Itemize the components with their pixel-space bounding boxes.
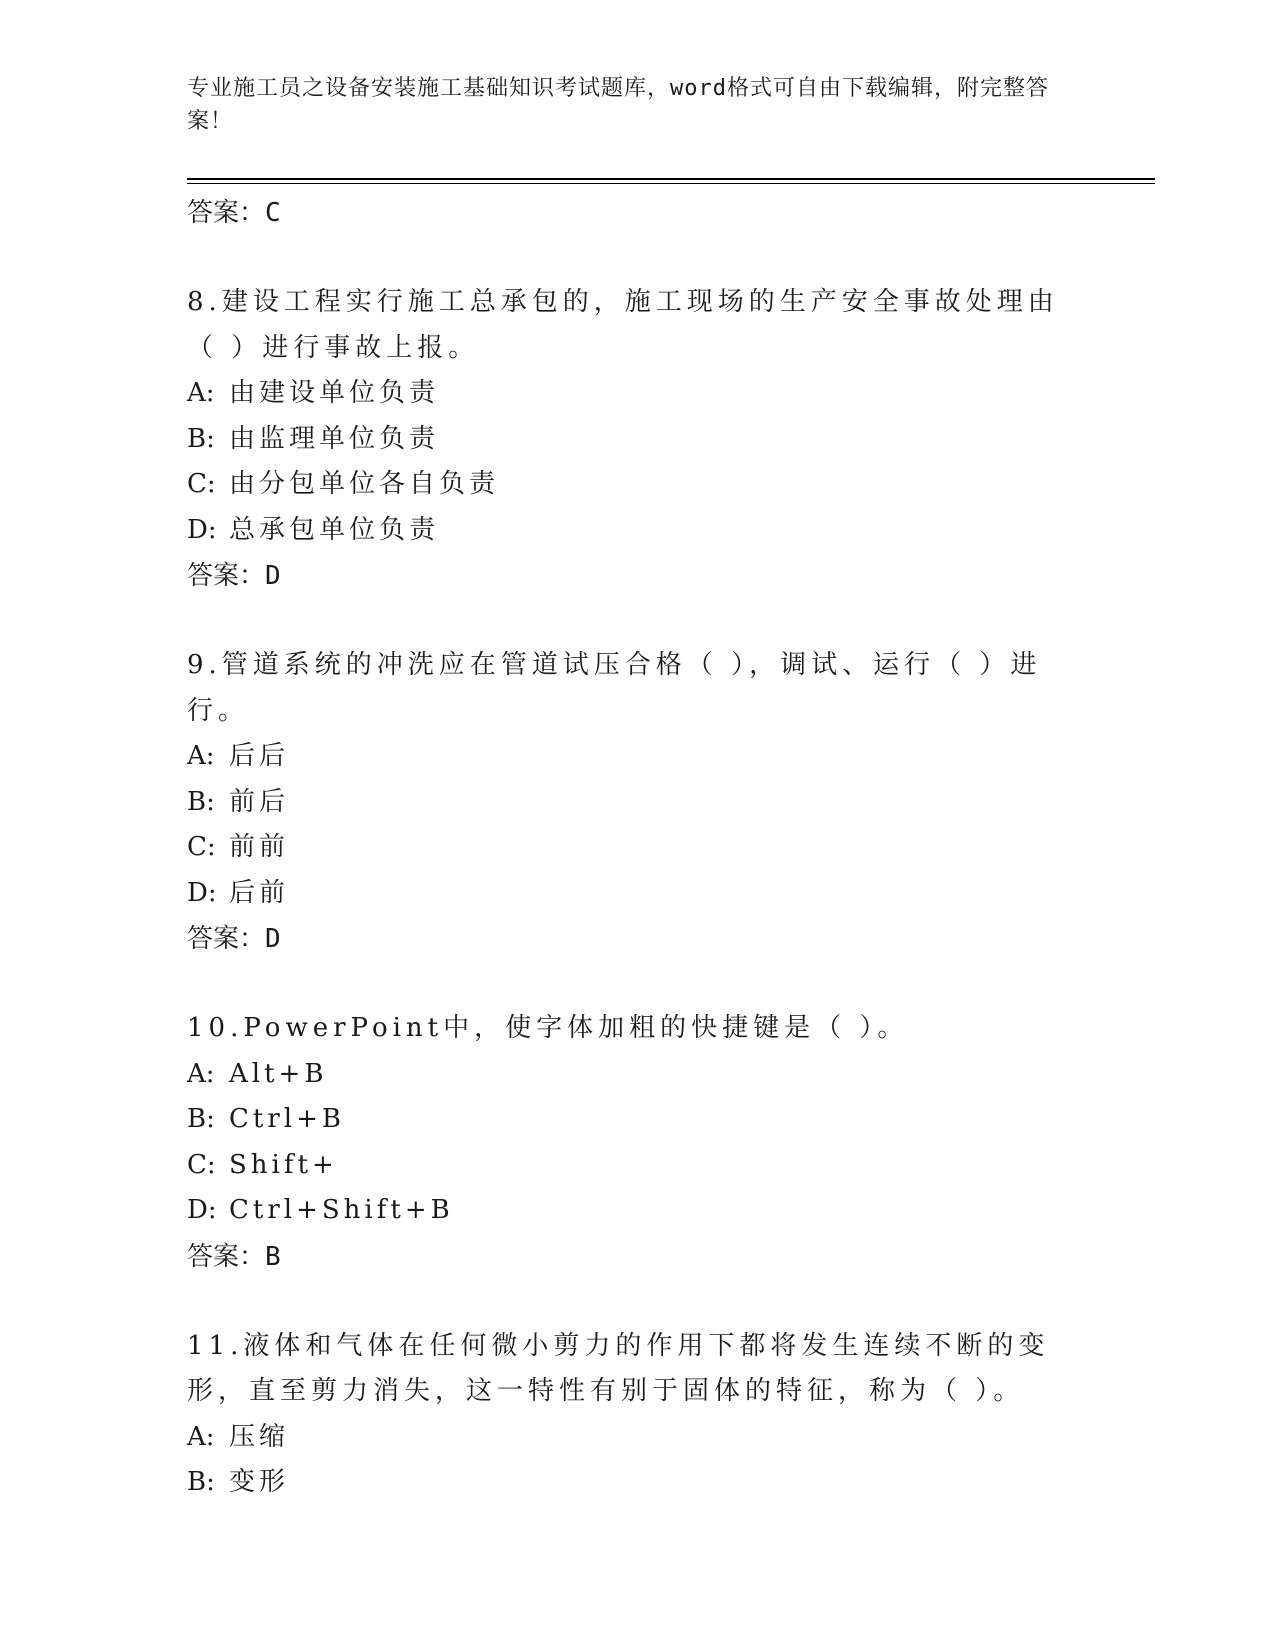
answer-line: 答案：D	[187, 561, 281, 591]
option-key: B:	[187, 1104, 215, 1134]
option-key: C:	[187, 1149, 216, 1180]
option-text: Shift+	[229, 1149, 338, 1180]
option-text: Ctrl+Shift+B	[229, 1195, 454, 1225]
option-a	[187, 1415, 1067, 1461]
answer-line: 答案：B	[187, 1241, 281, 1272]
option-b	[187, 780, 1067, 826]
option-text: 压缩	[229, 1421, 290, 1452]
question-11	[187, 1324, 1067, 1506]
question-text: 10.PowerPoint中，使字体加粗的快捷键是（ ）。	[187, 1013, 909, 1043]
option-b	[187, 1097, 1067, 1143]
option-text: Ctrl+B	[229, 1104, 345, 1134]
option-key: A:	[187, 741, 215, 771]
option-c	[187, 1143, 1067, 1189]
previous-answer: 答案：C	[187, 198, 281, 228]
question-10	[187, 1006, 1067, 1280]
option-key: A:	[187, 1058, 215, 1089]
header-divider-thick	[187, 178, 1155, 180]
option-c	[187, 825, 1067, 871]
option-key: A:	[187, 1421, 215, 1452]
option-key: C:	[187, 469, 216, 499]
option-text: 总承包单位负责	[229, 514, 440, 545]
option-a	[187, 1052, 1067, 1098]
option-a	[187, 371, 1067, 417]
option-text: Alt+B	[229, 1058, 328, 1089]
question-text: 8.建设工程实行施工总承包的，施工现场的生产安全事故处理由（ ）进行事故上报。	[187, 287, 1059, 363]
option-text: 后后	[229, 741, 290, 771]
option-text: 变形	[229, 1467, 290, 1497]
document-header: 专业施工员之设备安装施工基础知识考试题库，word格式可自由下载编辑，附完整答案！	[187, 76, 1049, 134]
option-key: B:	[187, 1467, 215, 1497]
option-text: 前后	[229, 786, 290, 817]
option-b	[187, 1460, 1067, 1506]
option-d	[187, 1188, 1067, 1234]
option-c	[187, 462, 1067, 508]
option-text: 由分包单位各自负责	[229, 469, 500, 499]
option-key: B:	[187, 423, 215, 454]
option-b	[187, 417, 1067, 463]
option-text: 由建设单位负责	[229, 378, 440, 408]
option-key: D:	[187, 514, 217, 545]
question-text: 9.管道系统的冲洗应在管道试压合格（ ），调试、运行（ ）进行。	[187, 650, 1042, 726]
question-8	[187, 280, 1067, 599]
question-9	[187, 643, 1067, 962]
option-text: 由监理单位负责	[229, 423, 440, 454]
option-text: 前前	[229, 832, 290, 862]
option-d	[187, 508, 1067, 554]
option-key: D:	[187, 877, 217, 908]
option-key: D:	[187, 1195, 217, 1225]
option-d	[187, 871, 1067, 917]
option-key: C:	[187, 832, 216, 862]
answer-line: 答案：D	[187, 924, 281, 954]
option-key: B:	[187, 786, 215, 817]
option-a	[187, 734, 1067, 780]
header-divider-thin	[187, 183, 1155, 184]
question-text: 11.液体和气体在任何微小剪力的作用下都将发生连续不断的变形，直至剪力消失，这一特性有别于固体的特征，称为（ ）。	[187, 1330, 1050, 1406]
option-key: A:	[187, 378, 215, 408]
option-text: 后前	[229, 877, 290, 908]
question-list	[187, 190, 1067, 1506]
